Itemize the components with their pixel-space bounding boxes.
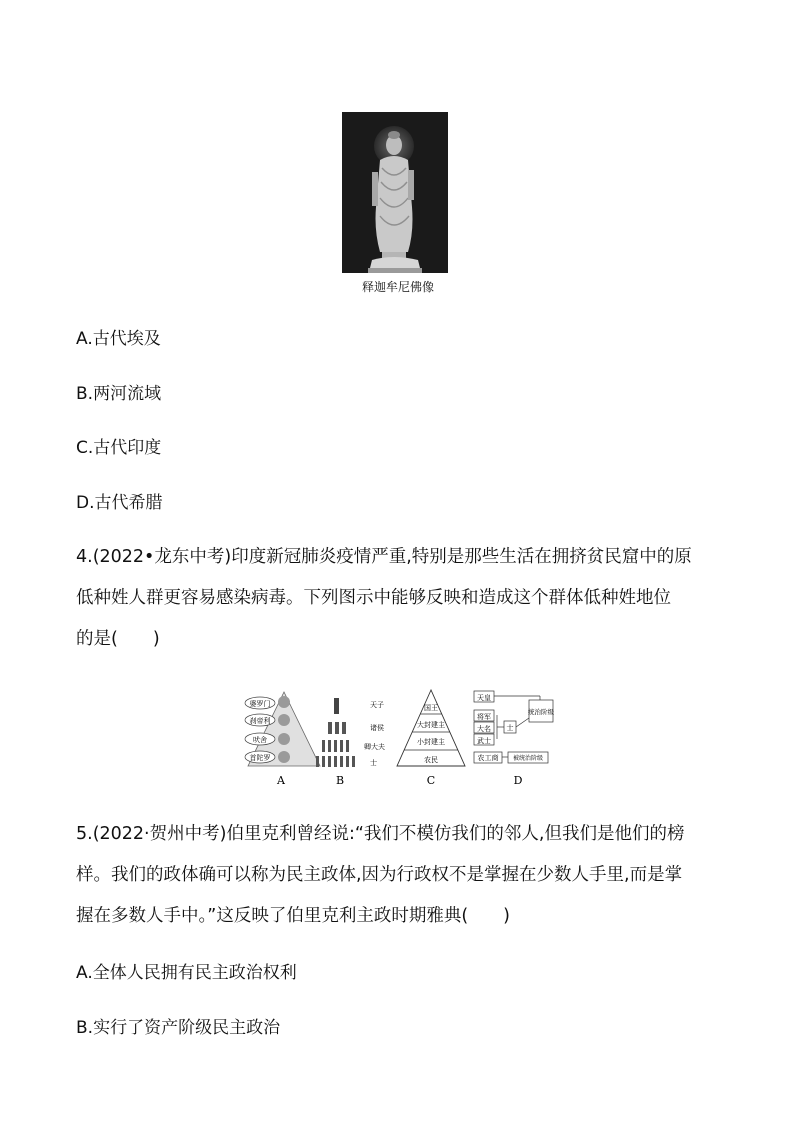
- q3-option-b: B.两河流域: [76, 384, 162, 404]
- diagram-d-box-4: 武士: [477, 737, 491, 745]
- diagram-d-box-8: 被统治阶级: [512, 755, 544, 762]
- q3-option-c: C.古代印度: [76, 438, 162, 458]
- diagram-c: [397, 690, 465, 787]
- diagram-d-label: D: [513, 774, 523, 787]
- diagram-d-box-6: 统治阶级: [528, 708, 554, 716]
- diagram-d-box-3: 大名: [477, 725, 491, 733]
- diagram-b-label: B: [335, 774, 345, 787]
- diagram-a-tier-2: 刹帝利: [249, 717, 271, 725]
- diagram-a-tier-3: 吠舍: [253, 736, 267, 744]
- q4-stem: [76, 537, 722, 660]
- diagram-a: [245, 692, 320, 787]
- q3-option-d: D.古代希腊: [76, 493, 163, 513]
- diagram-b-tier-4: 士: [370, 759, 377, 767]
- diagram-b-tier-3: 卿大夫: [364, 743, 385, 751]
- diagram-a-label: A: [277, 774, 285, 787]
- q5-stem: [76, 814, 722, 937]
- q3-option-a: A.古代埃及: [76, 329, 161, 349]
- q4-line-3: 的是( ): [76, 629, 160, 649]
- q5-line-2: 样。我们的政体确可以称为民主政体,因为行政权不是掌握在少数人手里,而是掌: [76, 865, 683, 885]
- diagram-d-box-5: 士: [506, 724, 514, 732]
- q4-line-2: 低种姓人群更容易感染病毒。下列图示中能够反映和造成这个群体低种姓地位: [76, 588, 671, 608]
- q5-line-3: 握在多数人手中。”这反映了伯里克利主政时期雅典( ): [76, 906, 510, 926]
- diagram-c-tier-1: 国王: [424, 704, 438, 712]
- diagram-a-tier-1: 婆罗门: [249, 700, 271, 708]
- diagram-c-label: C: [426, 774, 436, 787]
- hierarchy-diagrams: [240, 688, 560, 788]
- diagram-d-box-1: 天皇: [477, 694, 491, 702]
- figure-caption: 释迦牟尼佛像: [361, 280, 434, 294]
- diagram-c-tier-3: 小封建主: [417, 738, 445, 746]
- q5-option-a: A.全体人民拥有民主政治权利: [76, 963, 297, 983]
- diagram-d-box-2: 将军: [477, 713, 491, 721]
- diagram-c-tier-4: 农民: [424, 756, 438, 764]
- diagram-c-tier-2: 大封建主: [417, 721, 445, 729]
- diagram-b-tier-2: 诸侯: [370, 724, 384, 732]
- diagram-a-tier-4: 首陀罗: [249, 754, 271, 762]
- q4-line-1: 4.(2022•龙东中考)印度新冠肺炎疫情严重,特别是那些生活在拥挤贫民窟中的原: [76, 547, 692, 567]
- buddha-statue-photo: [342, 112, 448, 273]
- q4-diagram: [240, 688, 560, 788]
- diagram-b: [316, 698, 385, 787]
- q5-option-b: B.实行了资产阶级民主政治: [76, 1018, 281, 1038]
- buddha-statue-icon: [342, 112, 448, 273]
- diagram-d-box-7: 农工商: [477, 754, 499, 762]
- q5-line-1: 5.(2022·贺州中考)伯里克利曾经说:“我们不模仿我们的邻人,但我们是他们的榜: [76, 824, 685, 844]
- diagram-b-tier-1: 天子: [370, 701, 384, 709]
